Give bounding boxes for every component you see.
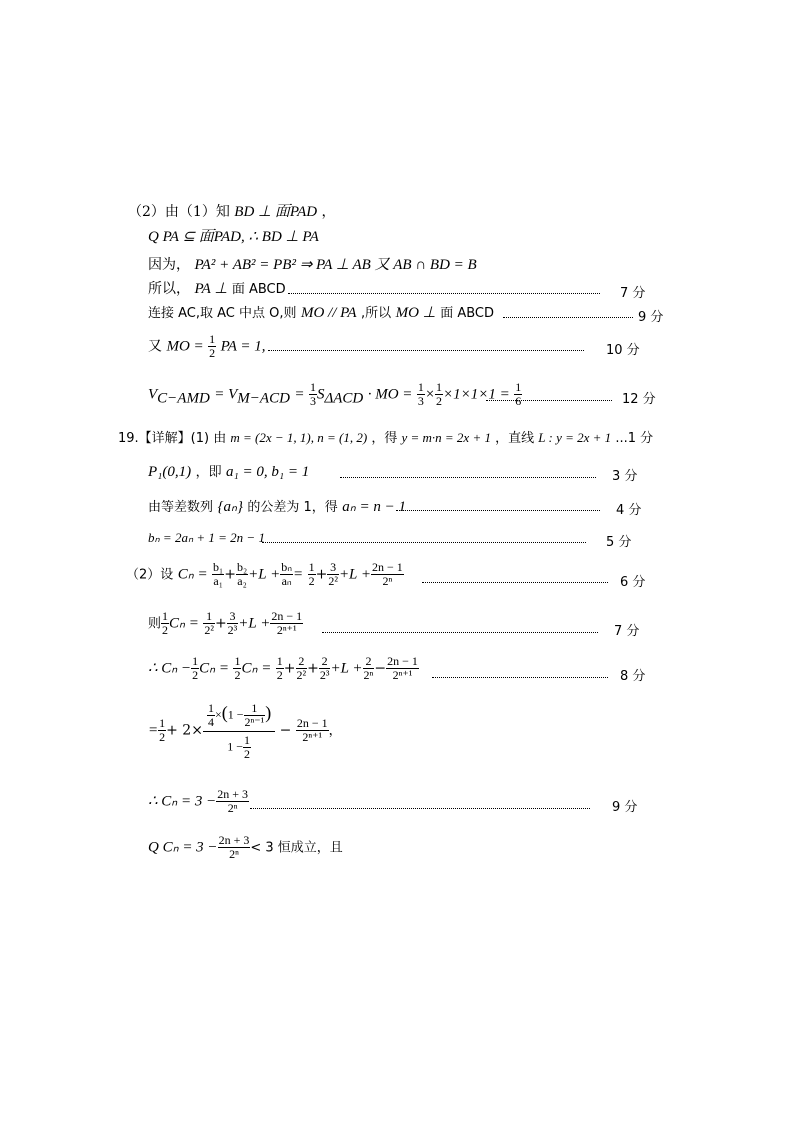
fraction-third: $\frac{1}{3}$ [417,380,424,408]
text: 又 [148,338,162,355]
fraction: $\frac{1}{2}$ [162,609,169,637]
leader-dots [432,677,608,678]
math: MO // PA [300,305,357,321]
line-part2-header [128,204,336,220]
text: < 3 恒成立，且 [250,840,343,856]
leader-dots [396,510,600,511]
fraction: $\frac{1}{\text{2ⁿ⁻¹}}$ [244,701,265,729]
fraction: $\frac{\text{b₂}}{\text{a₂}}$ [236,560,248,588]
text: 面 ABCD [440,306,494,321]
math: PA ⊥ [194,281,228,297]
math: · MO = [367,386,413,403]
fraction: $\frac{2}{\text{2²}}$ [296,654,307,682]
math: BD ⊥ 面PAD [234,204,318,220]
math: MO = [166,338,204,355]
fraction: $\frac{2n + 3}{\text{2ⁿ}}$ [217,787,249,815]
fraction: $\frac{1}{\text{2²}}$ [204,609,214,637]
fraction: $\frac{1}{2}$ [276,654,283,682]
math: = [293,566,304,583]
text: 因为， [148,257,190,273]
line-q19-header [118,430,653,447]
fraction: $\frac{2n - 1}{\text{2ⁿ⁺¹}}$ [271,609,303,637]
fraction: $\frac{2n - 1}{\text{2ⁿ}}$ [372,560,403,588]
text: ，直线 [495,431,535,446]
line-arith-seq [148,499,406,516]
leader-dots [422,582,608,583]
score-10: 10 分 [606,343,640,358]
math: y = m·n = 2x + 1 [401,430,491,445]
math: Q Cₙ = 3 − [148,839,218,856]
score-7: 7 分 [620,286,646,301]
fraction-sixth: $\frac{1}{6}$ [515,380,522,408]
text: 连接 AC,取 AC 中点 O,则 [148,306,297,321]
math: aₙ = n − 1 [342,499,406,515]
text: 面 ABCD [231,282,286,297]
text: 则 [148,616,162,632]
text: ,所以 [360,306,392,321]
math: m = (2x − 1, 1), n = (1, 2) [230,430,368,445]
score-3: 3 分 [612,469,638,484]
line-subtract: ∴ Cₙ − $\frac{1}{2}$ Cₙ = $\frac{1}{2}$ Cₙ = $\frac{1}{2}$ + $\frac{2}{\text{2²}}$ + $\frac{2}{\text{2³}}$ +L + $\frac{2}{\text{2ⁿ}}$ − $\frac{2n - 1}{\text{2ⁿ⁺¹}}$ [148,654,418,682]
fraction: $\frac{2}{\text{2³}}$ [319,654,330,682]
math-sub: M−ACD [237,390,290,407]
line-mo [148,333,266,360]
line-bn: bₙ = 2aₙ + 1 = 2n − 1 [148,530,265,545]
line-pythagoras [148,257,477,273]
math: = [148,722,159,739]
fraction: $\frac{3}{\text{2³}}$ [227,609,238,637]
math: = V [214,386,238,403]
fraction-half: $\frac{1}{2}$ [209,332,216,360]
math: Cₙ = [177,566,208,583]
leader-dots [250,808,590,809]
math: PA = 1, [220,338,266,355]
line-cn-def: （2）设 Cₙ = $\frac{\text{b₁}}{\text{a₁}}$ + $\frac{\text{b₂}}{\text{a₂}}$ +L + $\frac{\text{bₙ}}{\text{aₙ}}$ = $\frac{1}{2}$ + $\frac{3}{\text{2²}}$ +L + $\frac{2n - 1}{\text{2ⁿ}}$ [126,560,403,588]
score-4: 4 分 [616,503,642,518]
math: ∴ Cₙ − [148,660,192,677]
fraction: $\frac{2n - 1}{\text{2ⁿ⁺¹}}$ [387,654,418,682]
math: ×1×1×1 = [443,386,510,403]
score-9b: 9 分 [612,800,638,815]
text: ，得 [371,431,398,446]
score-5: 5 分 [606,535,632,550]
math: × [424,386,435,403]
fraction: $\frac{1}{2}$ [234,654,241,682]
line-p1 [148,464,309,481]
score-9: 9 分 [638,310,664,325]
line-half-cn: 则 $\frac{1}{2}$ Cₙ = $\frac{1}{\text{2²}}$ + $\frac{3}{\text{2³}}$ +L + $\frac{2n - 1}{\text{2ⁿ⁺¹}}$ [148,609,303,637]
math: {aₙ} [217,499,243,515]
leader-dots [262,542,586,543]
fraction: $\frac{3}{\text{2²}}$ [328,560,338,588]
text: （2）由（1）知 [128,204,230,220]
text: ，即 [195,465,222,480]
line-midpoint [148,305,494,322]
math: L : y = 2x + 1 [538,430,612,445]
line-geom-sum: = $\frac{1}{2}$ + 2× $\frac{1}{4}$ ×(1 − $\frac{1}{\text{2ⁿ⁻¹}}$ ) 1 − $\frac{1}{2}$ − $\frac{2n - 1}{\text{2ⁿ⁺¹}}$ ， [148,701,342,761]
fraction: $\frac{1}{2}$ [159,716,166,744]
fraction: $\frac{2n - 1}{\text{2ⁿ⁺¹}}$ [296,716,328,744]
math: Cₙ = [199,660,230,677]
math: PA² + AB² = PB² ⇒ PA ⊥ AB 又 AB ∩ BD = B [194,257,477,273]
math: MO ⊥ [395,305,436,321]
fraction: $\frac{1}{2}$ [243,733,250,761]
line-pa-in-plane: Q PA ⊆ 面PAD, ∴ BD ⊥ PA [148,229,319,245]
leader-dots [288,293,600,294]
text: （2）设 [126,567,174,583]
score-12: 12 分 [622,392,656,407]
math-sub: ΔACD [324,390,364,407]
text: ， [321,204,336,220]
text: ， [328,723,342,739]
leader-dots [486,400,612,401]
score-7b: 7 分 [614,624,640,639]
fraction: $\frac{\text{b₁}}{\text{a₁}}$ [213,560,224,588]
math: +L + [248,566,281,583]
text: 所以， [148,281,190,297]
fraction: $\frac{1}{4}$ [207,701,214,729]
math: a₁ = 0, b₁ = 1 [226,464,310,480]
fraction: $\frac{\text{bₙ}}{\text{aₙ}}$ [281,560,293,588]
math: V [148,386,158,403]
line-pa-perp [148,281,286,298]
line-volume [148,381,522,408]
score-8: 8 分 [620,669,646,684]
score-6: 6 分 [620,575,646,590]
math: Cₙ = [169,615,199,632]
fraction: $\frac{1}{2}$ [192,654,199,682]
leader-dots [322,632,598,633]
math: P₁(0,1) [148,464,192,480]
math: Cₙ = [241,660,272,677]
fraction: $\frac{1}{2}$ [308,560,315,588]
math: S [316,386,325,403]
line-cn-result [148,788,249,815]
fraction-half: $\frac{1}{2}$ [436,380,442,408]
math: +L + [238,615,271,632]
text: 的公差为 1，得 [247,500,338,515]
math-sub: C−AMD [157,390,210,407]
fraction: $\frac{2n + 3}{\text{2ⁿ}}$ [218,833,250,861]
line-bound [148,834,343,861]
score-1: ...1 分 [615,431,654,446]
math: +L + [338,566,372,583]
math: ∴ Cₙ = 3 − [148,793,217,810]
fraction-third: $\frac{1}{3}$ [309,380,316,408]
math: +L + [330,660,363,677]
leader-dots [340,477,596,478]
math: = [294,386,305,403]
text: 由等差数列 [148,500,214,515]
leader-dots [503,317,633,318]
fraction-geometric: $\frac{1}{4}$ ×(1 − $\frac{1}{\text{2ⁿ⁻¹}}$ ) 1 − $\frac{1}{2}$ [203,700,275,761]
fraction: $\frac{2}{\text{2ⁿ}}$ [363,654,374,682]
text: 19.【详解】(1) 由 [118,431,227,446]
leader-dots [268,350,584,351]
